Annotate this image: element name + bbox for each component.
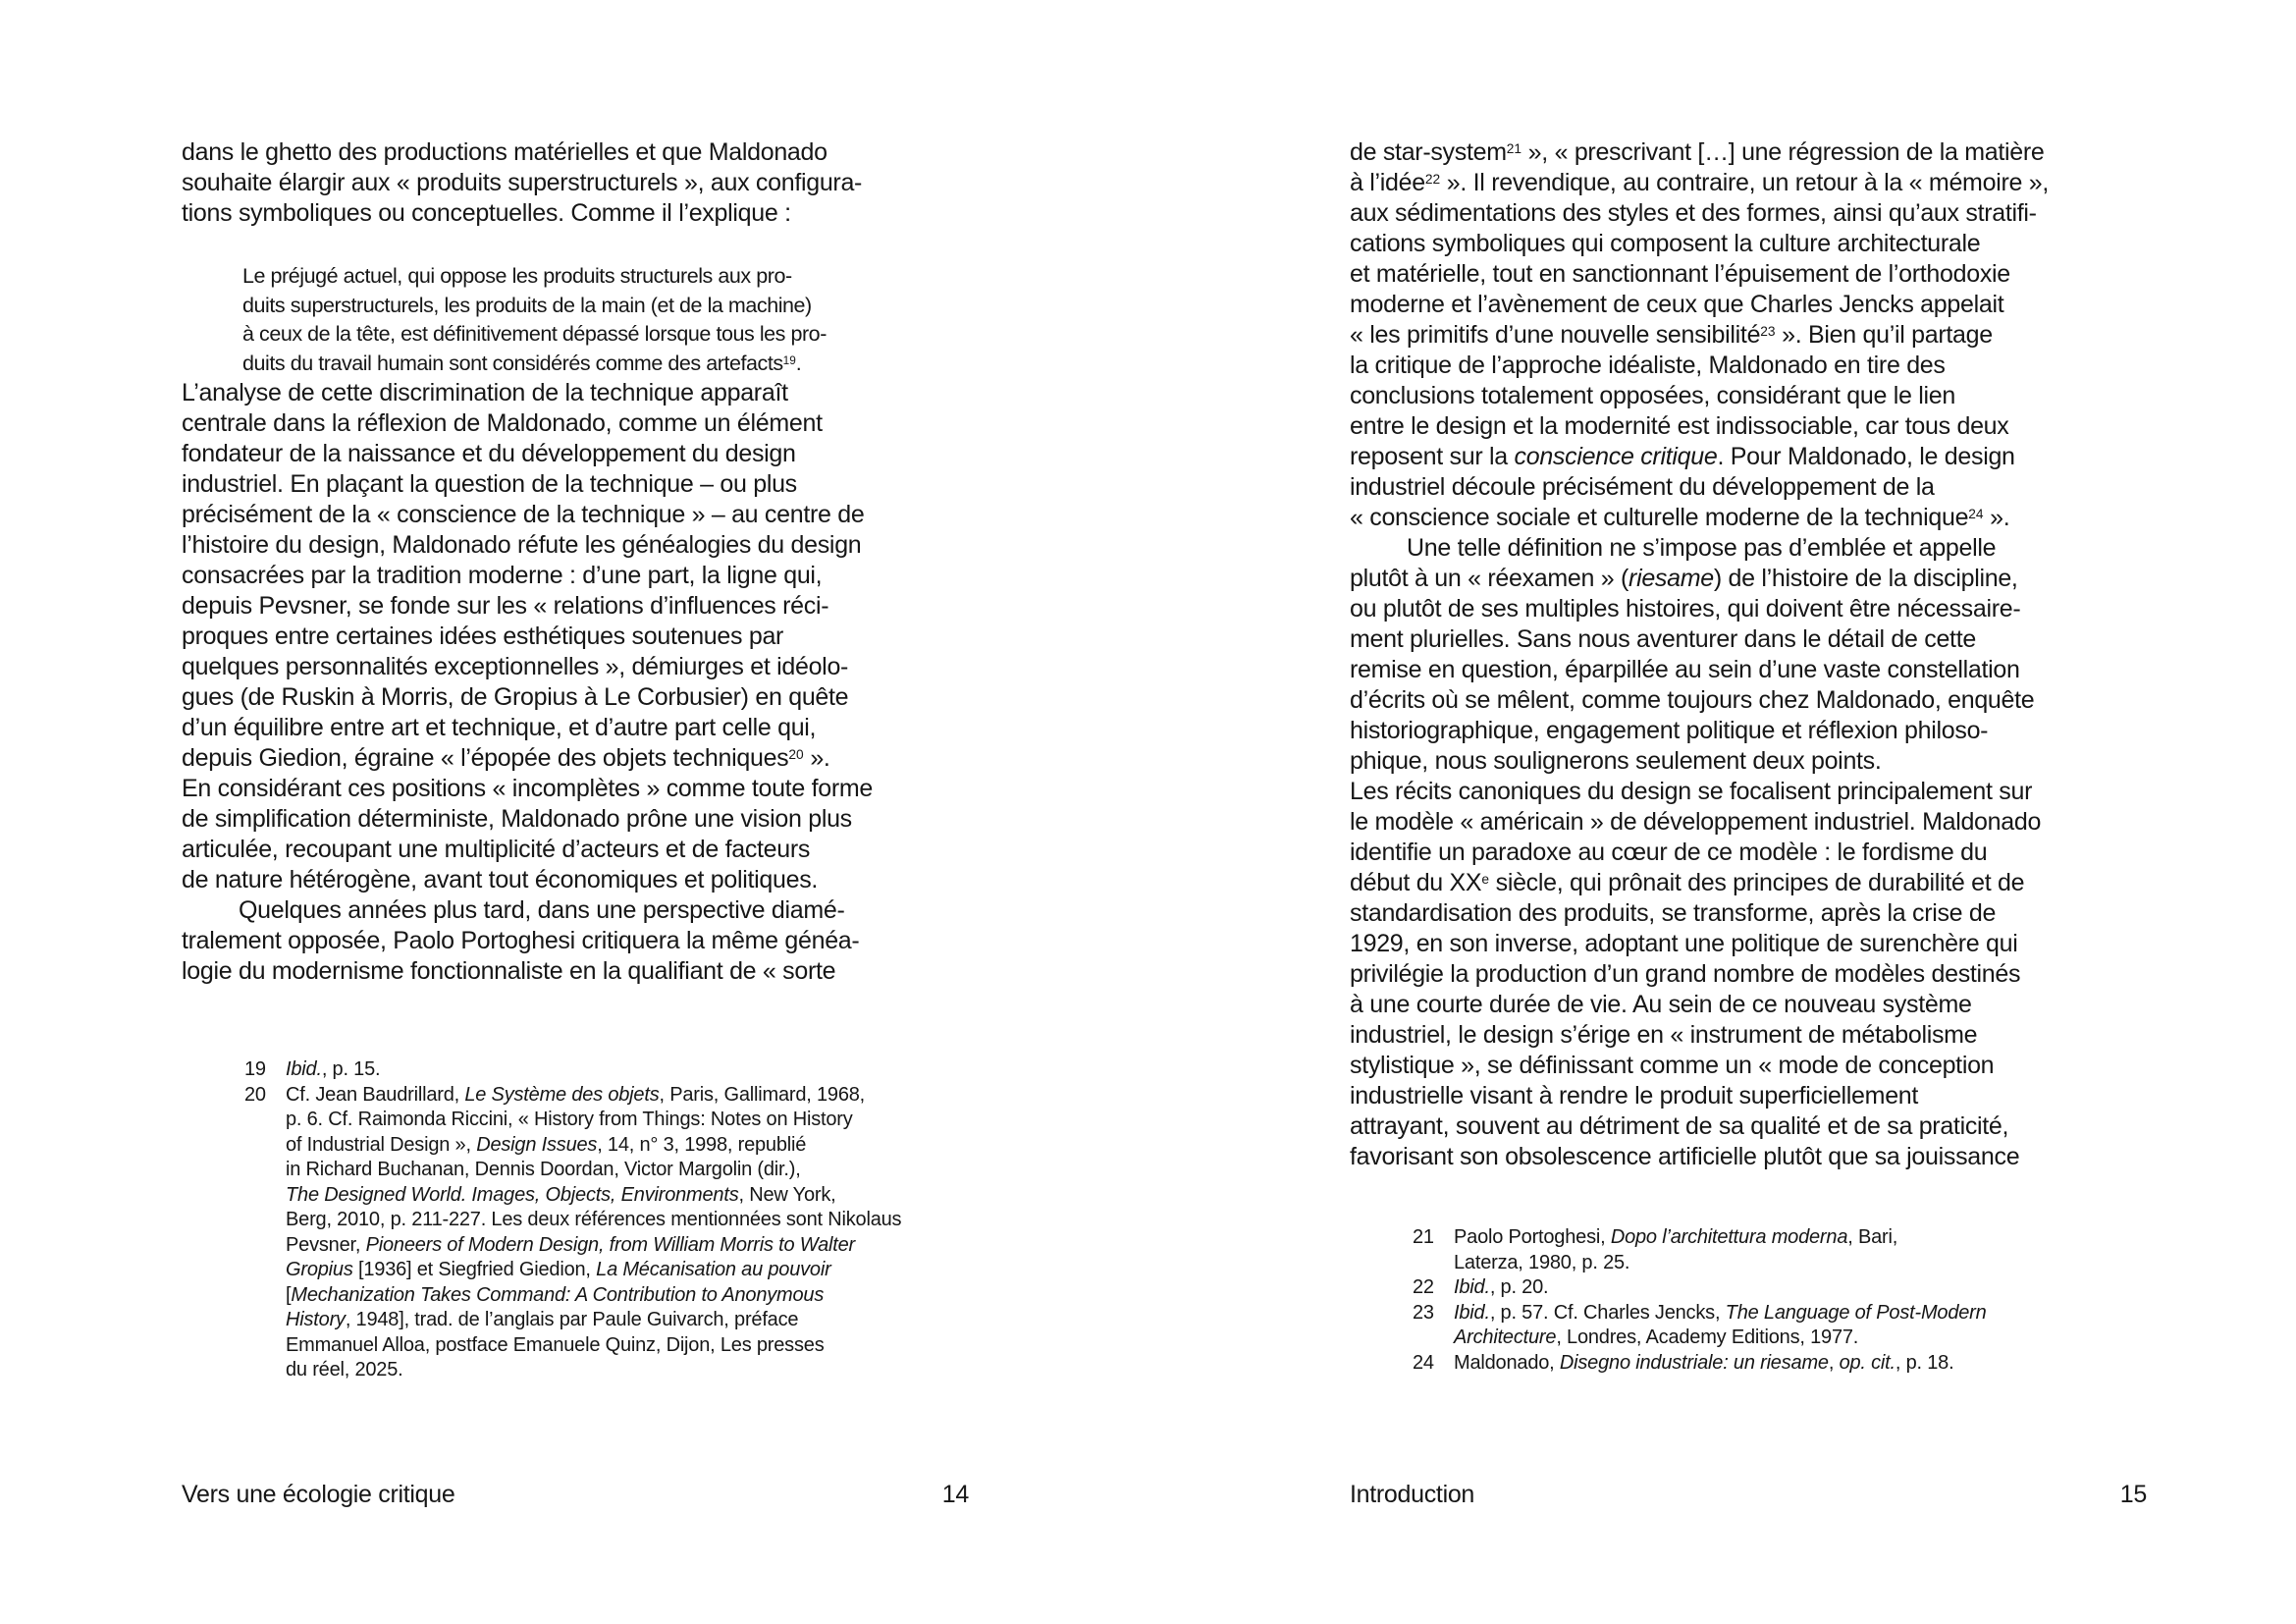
footnote-item (1350, 1225, 2194, 1275)
body-paragraph: Une telle définition ne s’impose pas d’emblée et appelle plutôt à un « réexamen » (riesame) de l’histoire de la discipline, ou plutôt de ses multiples histoires, qui doivent être nécessaire- ment plurielles. Sans nous aventurer dans le détail de cette remise en question, éparpillée au sein d’une vaste constellation d’écrits où se mêlent, comme toujours chez Maldonado, enquête historiographique, engagement politique et réflexion philoso- phique, nous soulignerons seulement deux points. (1350, 534, 2035, 775)
body-paragraph: de star-system$^{21}$ », « prescrivant […] une régression de la matière à l’idée$^{22}$ ». Il revendique, au contraire, un retour à la « mémoire », aux sédimentations des styles et des formes, ainsi qu’aux stratifi- cations symboliques qui composent la culture architecturale et matérielle, tout en sanctionnant l’épuisement de l’orthodoxie moderne et l’avènement de ceux que Charles Jencks appelait « les primitifs d’une nouvelle sensibilité$^{23}$ ». Bien qu’il partage la critique de l’approche idéaliste, Maldonado en tire des conclusions totalement opposées, considérant que le lien entre le design et la modernité est indissociable, car tous deux reposent sur la conscience critique. Pour Maldonado, le design industriel découle précisément du développement de la « conscience sociale et culturelle moderne de la technique$^{24}$ ». (1350, 138, 2049, 531)
footnote-number: 21 (1413, 1226, 1434, 1248)
footnote-item (182, 1083, 1026, 1383)
block-quote: Le préjugé actuel, qui oppose les produits structurels aux pro- duits superstructurels, les produits de la main (et de la machine) à ceux de la tête, est définitivement dépassé lorsque tous les pro- duits du travail humain sont considérés comme des artefacts$^{19}$. (242, 264, 827, 375)
footnotes-block (1350, 1225, 2194, 1376)
body-paragraph: Les récits canoniques du design se focalisent principalement sur le modèle « américain » de développement industriel. Maldonado identifie un paradoxe au cœur de ce modèle : le fordisme du début du XXe siècle, qui prônait des principes de durabilité et de standardisation des produits, se transforme, après la crise de 1929, en son inverse, adoptant une politique de surenchère qui privilégie la production d’un grand nombre de modèles destinés à une courte durée de vie. Au sein de ce nouveau système industriel, le design s’érige en « instrument de métabolisme stylistique », se définissant comme un « mode de conception industrielle visant à rendre le produit superficiellement attrayant, souvent au détriment de sa qualité et de sa praticité, favorisant son obsolescence artificielle plutôt que sa jouissance (1350, 778, 2042, 1170)
footnote-text: Ibid., p. 57. Cf. Charles Jencks, The Language of Post-Modern Architecture, Londres, Academy Editions, 1977. (1454, 1301, 1987, 1348)
footnote-number: 22 (1413, 1276, 1434, 1298)
footnote-number: 24 (1413, 1351, 1434, 1374)
running-title: Vers une écologie critique (182, 1481, 455, 1508)
footnote-text: Ibid., p. 15. (286, 1058, 381, 1080)
page-number: 15 (2119, 1481, 2147, 1508)
body-paragraph: Quelques années plus tard, dans une perspective diamé- tralement opposée, Paolo Portoghesi critiquera la même généa- logie du modernisme fonctionnaliste en la qualifiant de « sorte (182, 896, 860, 985)
body-paragraph: L’analyse de cette discrimination de la technique apparaît centrale dans la réflexion de Maldonado, comme un élément fondateur de la naissance et du développement du design industriel. En plaçant la question de la technique – ou plus précisément de la « conscience de la technique » – au centre de l’histoire du design, Maldonado réfute les généalogies du design consacrées par la tradition moderne : d’une part, la ligne qui, depuis Pevsner, se fonde sur les « relations d’influences réci- proques entre certaines idées esthétiques soutenues par quelques personnalités exceptionnelles », démiurges et idéolo- gues (de Ruskin à Morris, de Gropius à Le Corbusier) en quête d’un équilibre entre art et technique, et d’autre part celle qui, depuis Giedion, égraine « l’épopée des objets techniques$^{20}$ ». En considérant ces positions « incomplètes » comme toute forme de simplification déterministe, Maldonado prône une vision plus articulée, recoupant une multiplicité d’acteurs et de facteurs de nature hétérogène, avant tout économiques et politiques. (182, 379, 873, 893)
footnote-item (1350, 1275, 2194, 1301)
footnote-text: Paolo Portoghesi, Dopo l’architettura moderna, Bari, Laterza, 1980, p. 25. (1454, 1226, 1898, 1273)
footnote-item (1350, 1301, 2194, 1351)
running-footer (1350, 1480, 2147, 1510)
footnote-item (1350, 1351, 2194, 1377)
footnote-text: Maldonado, Disegno industriale: un riesame, op. cit., p. 18. (1454, 1351, 1954, 1374)
running-footer (182, 1480, 969, 1510)
footnote-number: 20 (244, 1083, 266, 1106)
footnote-text: Cf. Jean Baudrillard, Le Système des objets, Paris, Gallimard, 1968, p. 6. Cf. Raimonda Riccini, « History from Things: Notes on History of Industrial Design », Design Issues, 14, n° 3, 1998, republié in Richard Buchanan, Dennis Doordan, Victor Margolin (dir.), The Designed World. Images, Objects, Environments, New York, Berg, 2010, p. 211-227. Les deux références mentionnées sont Nikolaus Pevsner, Pioneers of Modern Design, from William Morris to Walter Gropius [1936] et Siegfried Giedion, La Mécanisation au pouvoir [Mechanization Takes Command: A Contribution to Anonymous History, 1948], trad. de l’anglais par Paule Guivarch, préface Emmanuel Alloa, postface Emanuele Quinz, Dijon, Les presses du réel, 2025. (286, 1083, 902, 1380)
footnote-number: 23 (1413, 1301, 1434, 1324)
footnote-number: 19 (244, 1058, 266, 1080)
footnote-text: Ibid., p. 20. (1454, 1276, 1549, 1298)
running-title: Introduction (1350, 1481, 1475, 1508)
page-number: 14 (941, 1481, 969, 1508)
footnote-item (182, 1057, 1026, 1083)
right-text-column (1350, 137, 2194, 1376)
left-text-column (182, 137, 1026, 1383)
body-paragraph: dans le ghetto des productions matérielles et que Maldonado souhaite élargir aux « produits superstructurels », aux configura- tions symboliques ou conceptuelles. Comme il l’explique : (182, 138, 863, 227)
footnotes-block (182, 1057, 1026, 1383)
